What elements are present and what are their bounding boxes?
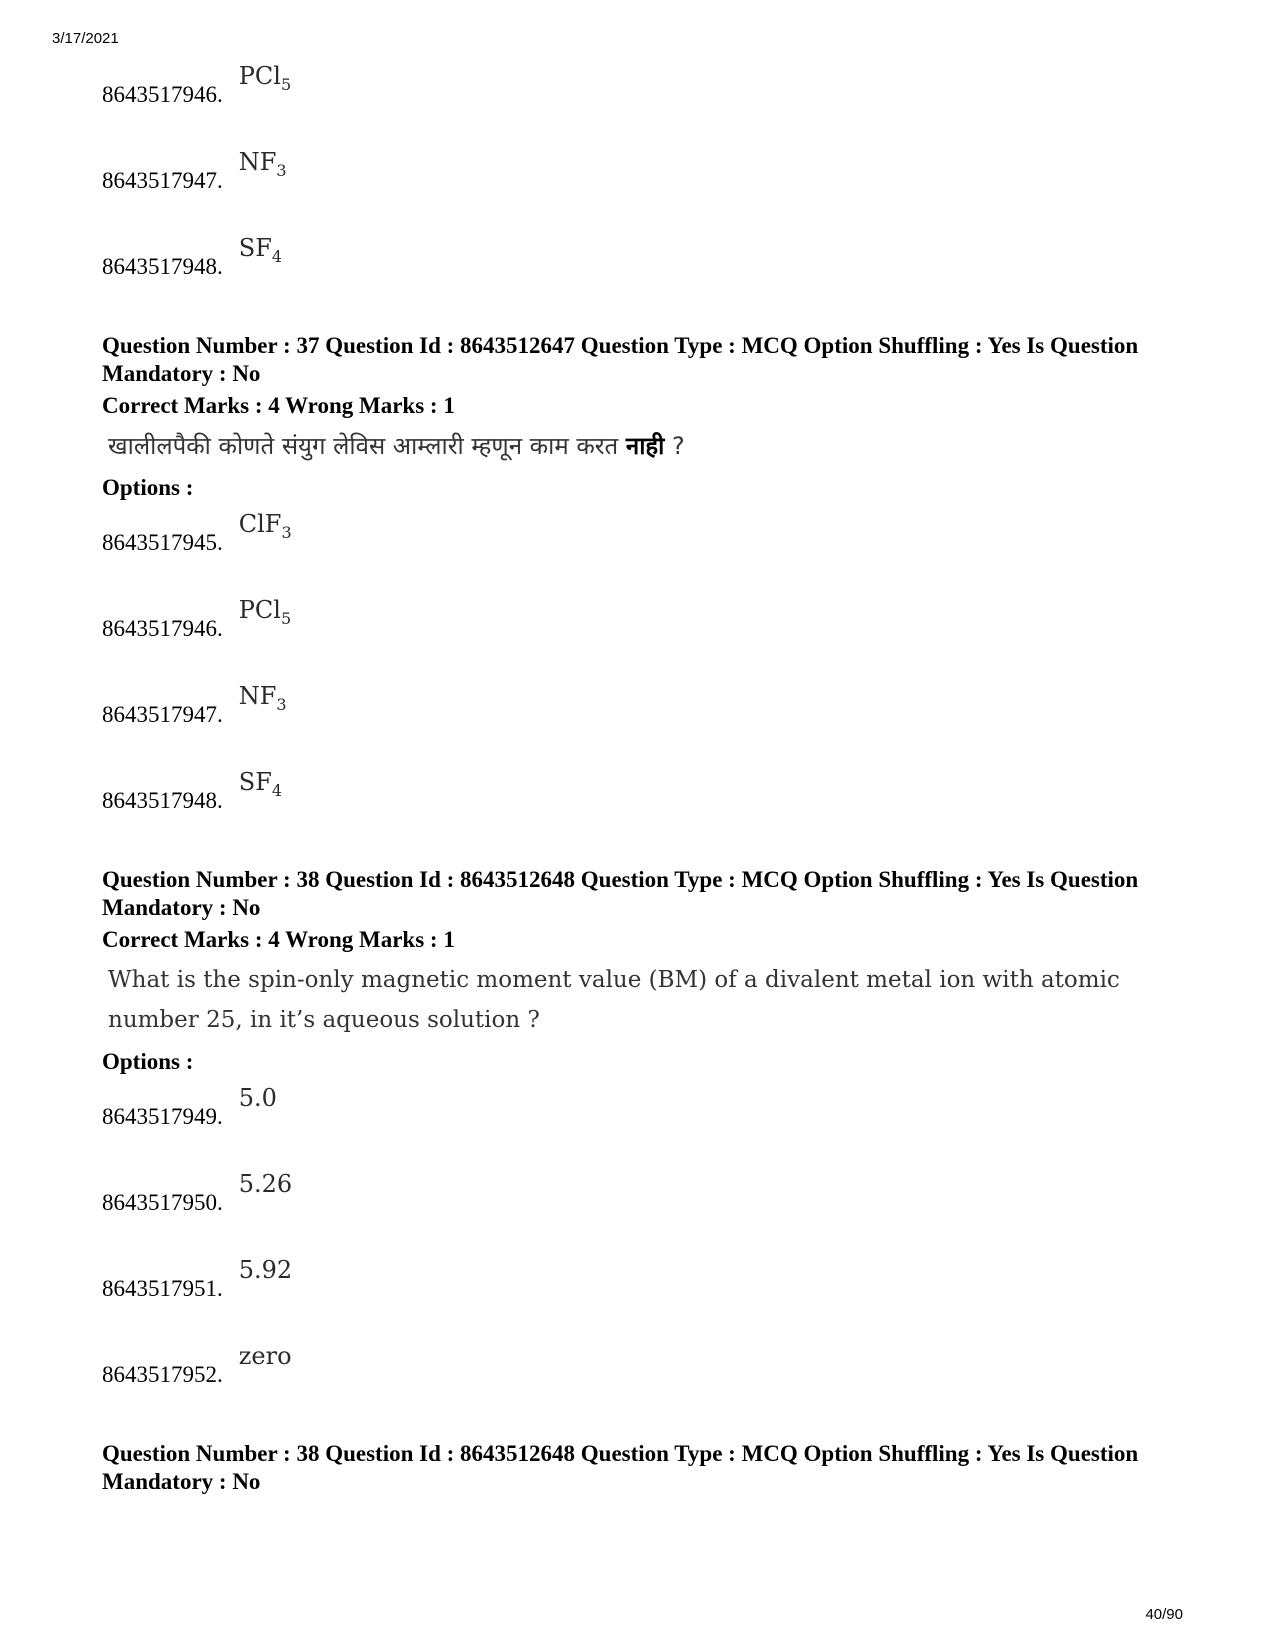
option-row [102,1254,1192,1314]
question-header: Question Number : 38 Question Id : 8643512648 Question Type : MCQ Option Shuffling : Yes Is Question Mandatory : No [102,1441,1139,1494]
option-id: 8643517949. [102,1104,223,1129]
option-id: 8643517948. [102,254,223,279]
option-id: 8643517947. [102,168,223,193]
question-text: What is the spin-only magnetic moment value (BM) of a divalent metal ion with atomic number 25, in it’s aqueous solution ? [108,967,1120,1033]
option-formula: $NF_3$ [238,682,287,714]
question-text: खालीलपैकी कोणते संयुग लेविस आम्लारी म्हणून काम करत नाही ? [108,432,685,460]
option-value: 5.92 [238,1256,293,1284]
option-row [102,1168,1192,1228]
previous-question-options [102,60,1192,292]
page-date: 3/17/2021 [52,30,119,47]
options-label: Options : [102,1049,194,1074]
question-marks: Correct Marks : 4 Wrong Marks : 1 [102,393,455,418]
option-formula: ClF$_3$ [238,510,292,542]
question-marks: Correct Marks : 4 Wrong Marks : 1 [102,927,455,952]
option-formula: $NF_3$ [238,148,287,180]
options-label: Options : [102,475,194,500]
option-id: 8643517946. [102,82,223,107]
option-id: 8643517952. [102,1362,223,1387]
question-header: Question Number : 37 Question Id : 8643512647 Question Type : MCQ Option Shuffling : Yes Is Question Mandatory : No [102,333,1139,386]
option-row [102,146,1192,206]
question-38 [102,866,1192,1400]
option-value: zero [238,1342,292,1370]
option-row [102,594,1192,654]
option-formula: PCl$_5$ [238,596,292,628]
option-formula: PCl$_5$ [238,62,292,94]
question-37 [102,332,1192,826]
option-id: 8643517945. [102,530,223,555]
option-value: 5.0 [238,1084,277,1112]
option-row [102,60,1192,120]
option-id: 8643517946. [102,616,223,641]
document-body [102,60,1192,1496]
page-number: 40/90 [1145,1606,1183,1623]
option-id: 8643517950. [102,1190,223,1215]
question-38-repeat [102,1440,1192,1496]
option-row [102,508,1192,568]
option-value: 5.26 [238,1170,293,1198]
option-id: 8643517951. [102,1276,223,1301]
option-formula: $SF_4$ [238,768,283,800]
question-header: Question Number : 38 Question Id : 8643512648 Question Type : MCQ Option Shuffling : Yes Is Question Mandatory : No [102,867,1139,920]
option-row [102,1082,1192,1142]
option-row [102,766,1192,826]
option-id: 8643517948. [102,788,223,813]
option-row [102,1340,1192,1400]
option-id: 8643517947. [102,702,223,727]
option-row [102,680,1192,740]
option-row [102,232,1192,292]
option-formula: $SF_4$ [238,234,283,266]
